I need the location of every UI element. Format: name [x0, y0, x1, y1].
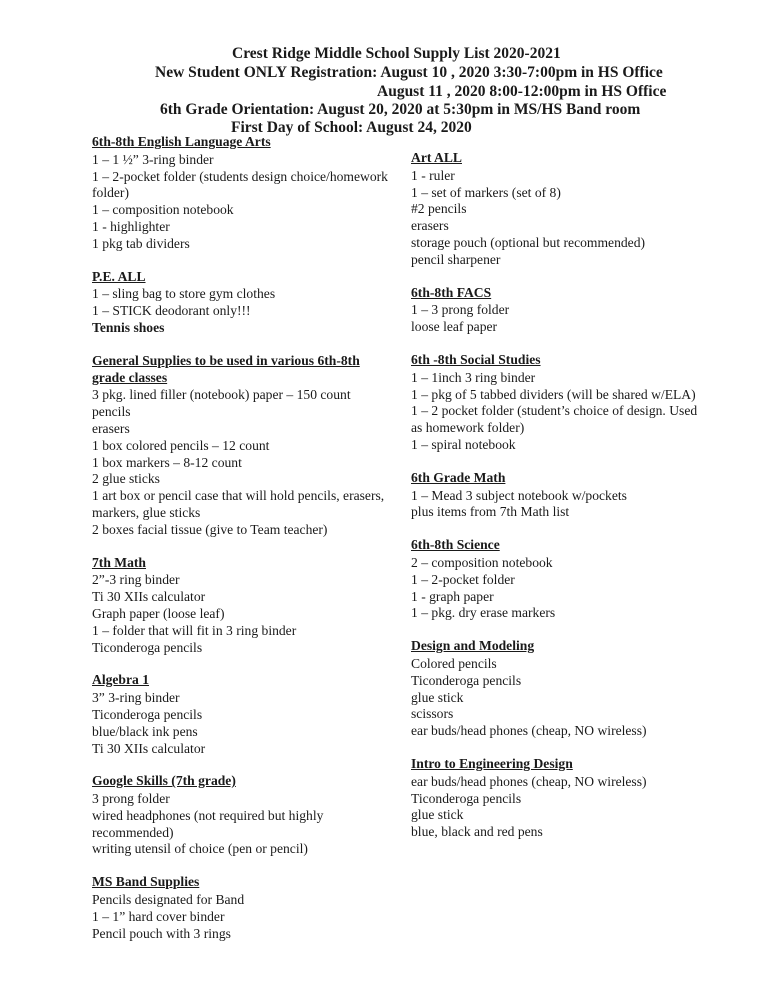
list-item: 2 boxes facial tissue (give to Team teacher)	[92, 521, 328, 537]
list-item: Ticonderoga pencils	[411, 790, 522, 806]
list-item: 2 – composition notebook	[411, 554, 553, 570]
list-item: Pencils designated for Band	[92, 892, 245, 908]
list-item: pencils	[92, 404, 131, 420]
list-item: glue stick	[411, 689, 464, 705]
section-intro-to-engineering-design	[411, 756, 711, 841]
list-item: loose leaf paper	[411, 319, 498, 335]
list-item: 2 glue sticks	[92, 471, 160, 487]
list-item: wired headphones (not required but highly recommended)	[92, 807, 324, 840]
section-p-e-all	[92, 269, 392, 337]
list-item: 3” 3-ring binder	[92, 690, 180, 706]
first-day-line: First Day of School: August 24, 2020	[231, 119, 472, 136]
section-title: 6th-8th Science	[411, 537, 500, 553]
list-item: 1 – pkg of 5 tabbed dividers (will be shared w/ELA)	[411, 386, 696, 402]
section-title: 6th-8th English Language Arts	[92, 134, 271, 149]
list-item: Colored pencils	[411, 655, 497, 671]
list-item: scissors	[411, 706, 454, 722]
list-item: Pencil pouch with 3 rings	[92, 925, 231, 941]
list-item: 1 – 1inch 3 ring binder	[411, 369, 536, 385]
list-item: erasers	[92, 420, 130, 436]
section-title: P.E. ALL	[92, 268, 146, 284]
list-item: 1 - graph paper	[411, 588, 494, 604]
list-item: 1 box markers – 8-12 count	[92, 454, 242, 470]
list-item: 1 – folder that will fit in 3 ring binder	[92, 622, 297, 638]
section-title: Algebra 1	[92, 672, 150, 688]
section-general-supplies-to-be-used-in-various-6th-8th-grade-classes	[92, 353, 392, 539]
list-item: 1 – 2 pocket folder (student’s choice of design. Used as homework folder)	[411, 403, 698, 436]
section-title: 6th-8th FACS	[411, 284, 492, 300]
list-item: 1 - ruler	[411, 167, 455, 183]
list-item: 1 – 1 ½” 3-ring binder	[92, 151, 214, 167]
list-item: 1 box colored pencils – 12 count	[92, 437, 270, 453]
section-title: 7th Math	[92, 554, 146, 570]
list-item: ear buds/head phones (cheap, NO wireless)	[411, 723, 647, 739]
section-title: MS Band Supplies	[92, 874, 200, 890]
registration-line-2: August 11 , 2020 8:00-12:00pm in HS Office	[377, 83, 667, 100]
list-item: 1 – spiral notebook	[411, 436, 516, 452]
list-item: blue, black and red pens	[411, 824, 543, 840]
list-item: 2”-3 ring binder	[92, 572, 180, 588]
section-6th-8th-science	[411, 537, 711, 622]
section-ms-band-supplies	[92, 874, 392, 942]
section-6th-8th-social-studies	[411, 352, 711, 454]
list-item: 3 pkg. lined filler (notebook) paper – 150 count	[92, 387, 351, 403]
orientation-line: 6th Grade Orientation: August 20, 2020 at 5:30pm in MS/HS Band room	[160, 101, 641, 118]
section-art-all	[411, 150, 711, 269]
section-algebra-1	[92, 672, 392, 757]
list-item: 1 – STICK deodorant only!!!	[92, 303, 251, 319]
section-google-skills-7th-grade	[92, 773, 392, 858]
section-title: General Supplies to be used in various 6th-8th grade classes	[92, 352, 360, 385]
list-item: 1 pkg tab dividers	[92, 235, 190, 251]
section-title: Art ALL	[411, 150, 462, 165]
list-item: Ticonderoga pencils	[92, 639, 203, 655]
list-item: 1 – sling bag to store gym clothes	[92, 286, 276, 302]
left-column	[92, 134, 392, 958]
list-item: glue stick	[411, 807, 464, 823]
document-title: Crest Ridge Middle School Supply List 2020-2021	[232, 45, 561, 62]
section-title: 6th Grade Math	[411, 469, 506, 485]
list-item: 1 – 3 prong folder	[411, 302, 510, 318]
list-item: blue/black ink pens	[92, 723, 198, 739]
list-item: 1 – 2-pocket folder (students design choice/homework folder)	[92, 168, 388, 201]
section-6th-8th-english-language-arts	[92, 134, 392, 253]
section-title: Google Skills (7th grade)	[92, 773, 236, 789]
list-item: 1 – 1” hard cover binder	[92, 908, 225, 924]
list-item: erasers	[411, 218, 449, 234]
section-title: Intro to Engineering Design	[411, 755, 573, 771]
list-item: Tennis shoes	[92, 319, 165, 335]
list-item: 1 – composition notebook	[92, 202, 234, 218]
registration-line-1: New Student ONLY Registration: August 10 , 2020 3:30-7:00pm in HS Office	[155, 64, 663, 81]
list-item: 3 prong folder	[92, 791, 170, 807]
list-item: Graph paper (loose leaf)	[92, 605, 225, 621]
section-design-and-modeling	[411, 638, 711, 740]
section-title: Design and Modeling	[411, 638, 535, 654]
list-item: 1 – set of markers (set of 8)	[411, 184, 561, 200]
list-item: 1 – Mead 3 subject notebook w/pockets	[411, 487, 627, 503]
list-item: 1 – 2-pocket folder	[411, 571, 515, 587]
list-item: #2 pencils	[411, 201, 467, 217]
list-item: 1 - highlighter	[92, 218, 170, 234]
section-7th-math	[92, 555, 392, 657]
list-item: Ticonderoga pencils	[411, 672, 522, 688]
list-item: 1 art box or pencil case that will hold pencils, erasers, markers, glue sticks	[92, 488, 385, 520]
section-6th-8th-facs	[411, 285, 711, 336]
list-item: storage pouch (optional but recommended)	[411, 234, 646, 250]
list-item: Ti 30 XIIs calculator	[92, 589, 206, 605]
list-item: pencil sharpener	[411, 251, 501, 267]
list-item: plus items from 7th Math list	[411, 504, 570, 520]
section-6th-grade-math	[411, 470, 711, 521]
list-item: ear buds/head phones (cheap, NO wireless)	[411, 773, 647, 789]
list-item: writing utensil of choice (pen or pencil)	[92, 841, 308, 857]
list-item: Ticonderoga pencils	[92, 706, 203, 722]
section-title: 6th -8th Social Studies	[411, 351, 541, 367]
list-item: Ti 30 XIIs calculator	[92, 740, 206, 756]
right-column	[411, 150, 711, 857]
list-item: 1 – pkg. dry erase markers	[411, 605, 556, 621]
